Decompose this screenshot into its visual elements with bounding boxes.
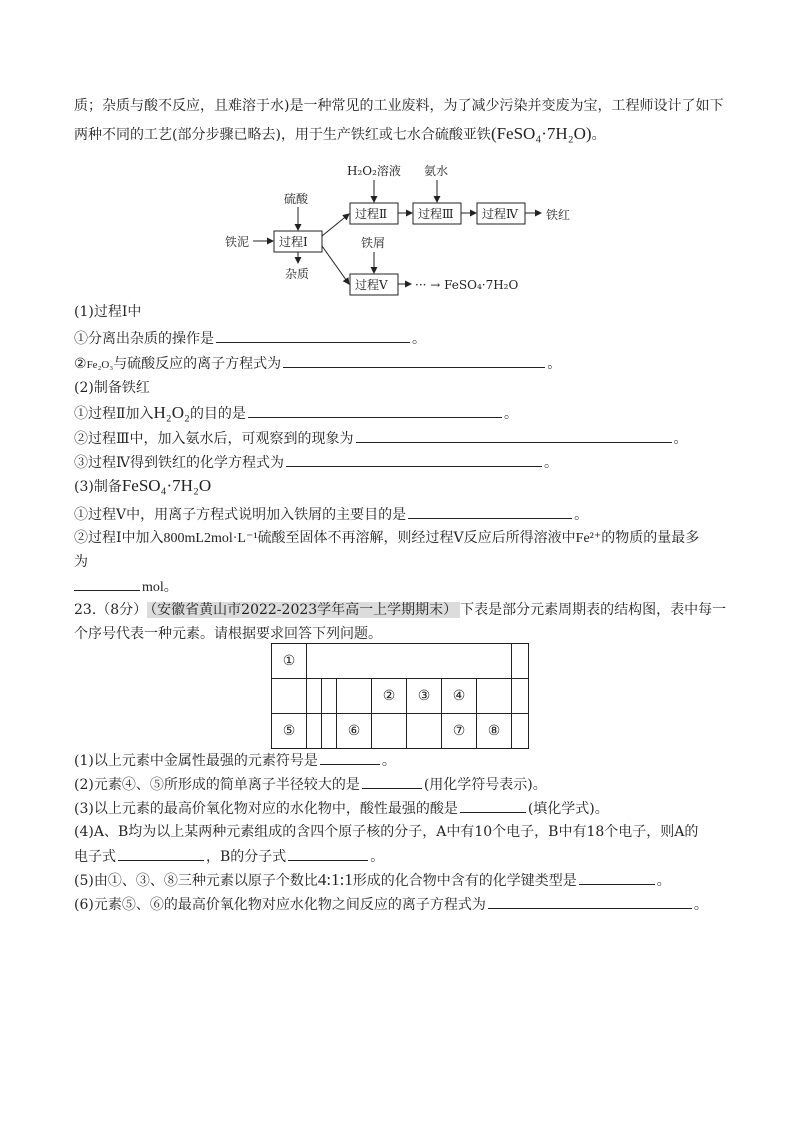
element-cell: ⑧ (477, 714, 512, 749)
q1-a: ①分离出杂质的操作是 。 (74, 328, 426, 349)
flow-impurity-label: 杂质 (285, 267, 310, 281)
blank-cell (512, 644, 529, 679)
q23-s2: (2)元素④、⑤所形成的简单离子半径较大的是 (用化学符号表示)。 (74, 774, 547, 795)
flow-sulfuric-label: 硫酸 (284, 192, 309, 206)
q23-line-1: 23.（8分） （安徽省黄山市2022-2023学年高一上学期期末） 下表是部分元素周期表的结构图，表中每一 (74, 602, 727, 618)
answer-blank[interactable] (286, 452, 542, 467)
q23-s3: (3)以上元素的最高价氧化物对应的水化物中，酸性最强的酸是 (填化学式)。 (74, 798, 609, 819)
element-cell: ③ (407, 679, 442, 714)
answer-blank[interactable] (362, 774, 422, 789)
q2-head: (2)制备铁红 (74, 380, 150, 396)
blank-cell (272, 679, 307, 714)
element-cell: ⑦ (442, 714, 477, 749)
answer-blank[interactable] (216, 328, 410, 343)
intro-line-1: 质；杂质与酸不反应，且难溶于水)是一种常见的工业废料，为了减少污染并变废为宝，工程师设计了如下 (74, 98, 724, 114)
q23-s5: (5)由①、③、⑧三种元素以原子个数比4:1:1形成的化合物中含有的化学键类型是 。 (74, 870, 671, 889)
flow-p4-label: 过程Ⅳ (482, 207, 518, 221)
q23-s4-line-1: (4)A、B均为以上某两种元素组成的含四个原子核的分子，A中有10个电子，B中有18个电子，则A的 (74, 824, 699, 840)
flow-product-label: ··· → FeSO₄·7H₂O (415, 278, 519, 292)
blank-cell (512, 714, 529, 749)
process-flow-diagram (215, 160, 545, 300)
element-cell: ⑥ (337, 714, 372, 749)
periodic-table (271, 643, 529, 749)
q23-s1: (1)以上元素中金属性最强的元素符号是 。 (74, 750, 396, 771)
answer-blank[interactable] (248, 403, 502, 418)
blank-cell (322, 714, 337, 749)
answer-blank[interactable] (283, 353, 545, 368)
q3-b-answer: mol。 (74, 576, 178, 598)
q3-a: ①过程Ⅴ中，用离子方程式说明加入铁屑的主要目的是 。 (74, 504, 588, 525)
flow-iron-red-text: 铁红 (546, 208, 571, 222)
q3-b-wei: 为 (74, 554, 88, 570)
element-cell: ④ (442, 679, 477, 714)
answer-blank[interactable] (356, 428, 672, 443)
q3-head: (3)制备FeSO₄·7H₂O (74, 476, 212, 495)
q1-b: ②Fe₂O₃与硫酸反应的离子方程式为 。 (74, 353, 561, 375)
q2-a: ①过程Ⅱ加入H₂O₂的目的是 。 (74, 403, 518, 422)
answer-blank[interactable] (118, 846, 204, 861)
answer-blank[interactable] (74, 576, 140, 591)
q23-s4-line-2: 电子式 ，B的分子式 。 (74, 846, 384, 867)
q1-head: (1)过程Ⅰ中 (74, 304, 142, 320)
answer-blank[interactable] (460, 798, 526, 813)
q23-line-2: 个序号代表一种元素。请根据要求回答下列问题。 (74, 626, 382, 642)
flow-p5-label: 过程Ⅴ (355, 278, 388, 292)
blank-cell (512, 679, 529, 714)
blank-cell (322, 679, 337, 714)
blank-cell (407, 714, 442, 749)
answer-blank[interactable] (288, 846, 368, 861)
q2-c: ③过程Ⅳ得到铁红的化学方程式为 。 (74, 452, 558, 473)
flow-ammonia-label: 氨水 (424, 164, 449, 178)
answer-blank[interactable] (320, 750, 380, 765)
answer-blank[interactable] (408, 504, 572, 519)
formula: (FeSO₄·7H₂O) (490, 124, 592, 143)
question-source: （安徽省黄山市2022-2023学年高一上学期期末） (147, 602, 460, 618)
q2-b: ②过程Ⅲ中，加入氨水后，可观察到的现象为 。 (74, 428, 688, 449)
element-cell: ⑤ (272, 714, 307, 749)
element-cell: ① (272, 644, 307, 679)
answer-blank[interactable] (579, 870, 655, 885)
blank-cell (307, 714, 322, 749)
q23-s6: (6)元素⑤、⑥的最高价氧化物对应水化物之间反应的离子方程式为 。 (74, 894, 708, 915)
q3-b: ②过程Ⅰ中加入800mL2mol·L⁻¹硫酸至固体不再溶解，则经过程Ⅴ反应后所得溶液中Fe²⁺的物质的量最多 (74, 530, 700, 546)
blank-cell (337, 679, 372, 714)
flow-iron-filings-label: 铁屑 (361, 236, 386, 250)
intro-line-2: 两种不同的工艺(部分步骤已略去)，用于生产铁红或七水合硫酸亚铁(FeSO₄·7H₂O)。 (74, 124, 606, 143)
flow-iron-mud-label: 铁泥 (225, 235, 250, 249)
blank-cell (307, 644, 512, 679)
blank-cell (372, 714, 407, 749)
element-cell: ② (372, 679, 407, 714)
flow-p3-label: 过程Ⅲ (418, 207, 454, 221)
blank-cell (307, 679, 322, 714)
flow-p2-label: 过程Ⅱ (355, 207, 388, 221)
flow-h2o2-label: H₂O₂溶液 (347, 164, 401, 178)
blank-cell (477, 679, 512, 714)
answer-blank[interactable] (488, 894, 692, 909)
flow-p1-label: 过程Ⅰ (279, 235, 308, 249)
